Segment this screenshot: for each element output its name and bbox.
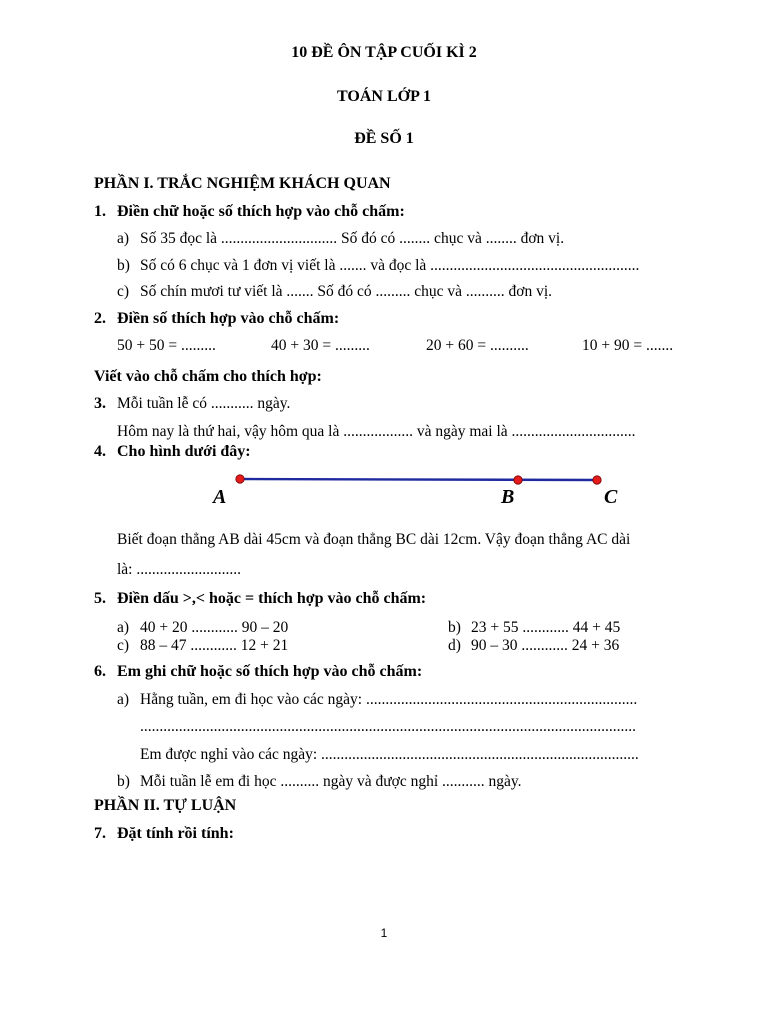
q6a-line3: Em được nghỉ vào các ngày: .................................................................................. xyxy=(140,746,639,763)
q3-line2: Hôm nay là thứ hai, vậy hôm qua là .................. và ngày mai là ................................ xyxy=(117,423,636,440)
q6a-label: a) xyxy=(117,691,130,708)
q4-number: 4. xyxy=(94,443,106,460)
q6a-line1: Hằng tuần, em đi học vào các ngày: ...................................................................... xyxy=(140,691,638,708)
q4-line1: Biết đoạn thẳng AB dài 45cm và đoạn thẳng BC dài 12cm. Vậy đoạn thẳng AC dài xyxy=(117,531,631,548)
q5-title: Điền dấu >,< hoặc = thích hợp vào chỗ chấm: xyxy=(117,590,427,607)
q5b-text: 23 + 55 ............ 44 + 45 xyxy=(471,619,621,636)
q5c-label: c) xyxy=(117,637,130,654)
point-b-dot xyxy=(514,476,522,484)
q2-number: 2. xyxy=(94,310,106,327)
q2-item-2: 40 + 30 = ......... xyxy=(271,337,370,354)
q2-title: Điền số thích hợp vào chỗ chấm: xyxy=(117,310,340,327)
q7-number: 7. xyxy=(94,825,106,842)
q5a-text: 40 + 20 ............ 90 – 20 xyxy=(140,619,289,636)
q5d-text: 90 – 30 ............ 24 + 36 xyxy=(471,637,620,654)
q5d-label: d) xyxy=(448,637,461,654)
point-c-dot xyxy=(593,476,601,484)
q5c-text: 88 – 47 ............ 12 + 21 xyxy=(140,637,289,654)
q1b-label: b) xyxy=(117,257,130,274)
q1a-text: Số 35 đọc là .............................. Số đó có ........ chục và ........ đơn vị. xyxy=(140,230,565,247)
q6-title: Em ghi chữ hoặc số thích hợp vào chỗ chấm: xyxy=(117,663,423,680)
q7-title: Đặt tính rồi tính: xyxy=(117,825,234,842)
q6a-line2: ................................................................................................................................ xyxy=(140,718,636,735)
point-c-label: C xyxy=(604,486,618,508)
q2-item-3: 20 + 60 = .......... xyxy=(426,337,529,354)
part2-heading: PHẦN II. TỰ LUẬN xyxy=(94,797,237,814)
segment-ac-line xyxy=(240,479,597,480)
q4-line2: là: ........................... xyxy=(117,561,241,578)
q1a-label: a) xyxy=(117,230,130,247)
point-a-dot xyxy=(236,475,244,483)
q1-number: 1. xyxy=(94,203,106,220)
point-a-label: A xyxy=(213,486,227,508)
q3-number: 3. xyxy=(94,395,106,412)
part1-heading: PHẦN I. TRẮC NGHIỆM KHÁCH QUAN xyxy=(94,175,391,192)
q1-title: Điền chữ hoặc số thích hợp vào chỗ chấm: xyxy=(117,203,405,220)
q5-number: 5. xyxy=(94,590,106,607)
doc-subtitle: TOÁN LỚP 1 xyxy=(337,88,431,105)
q1c-label: c) xyxy=(117,283,130,300)
q6b-label: b) xyxy=(117,773,130,790)
q6-number: 6. xyxy=(94,663,106,680)
q3-line1: Mỗi tuần lễ có ........... ngày. xyxy=(117,395,291,412)
q5b-label: b) xyxy=(448,619,461,636)
q2-item-1: 50 + 50 = ......... xyxy=(117,337,216,354)
doc-title: 10 ĐỀ ÔN TẬP CUỐI KÌ 2 xyxy=(291,44,477,61)
q2-item-4: 10 + 90 = ....... xyxy=(582,337,674,354)
point-b-label: B xyxy=(501,486,515,508)
q1b-text: Số có 6 chục và 1 đơn vị viết là ....... và đọc là ...................................................... xyxy=(140,257,640,274)
page-number: 1 xyxy=(380,926,388,940)
q4-title: Cho hình dưới đây: xyxy=(117,443,251,460)
q1c-text: Số chín mươi tư viết là ....... Số đó có ......... chục và .......... đơn vị. xyxy=(140,283,553,300)
instruction: Viết vào chỗ chấm cho thích hợp: xyxy=(94,368,322,385)
exam-number: ĐỀ SỐ 1 xyxy=(354,130,414,147)
q6b-text: Mỗi tuần lễ em đi học .......... ngày và được nghỉ ........... ngày. xyxy=(140,773,522,790)
q5a-label: a) xyxy=(117,619,130,636)
